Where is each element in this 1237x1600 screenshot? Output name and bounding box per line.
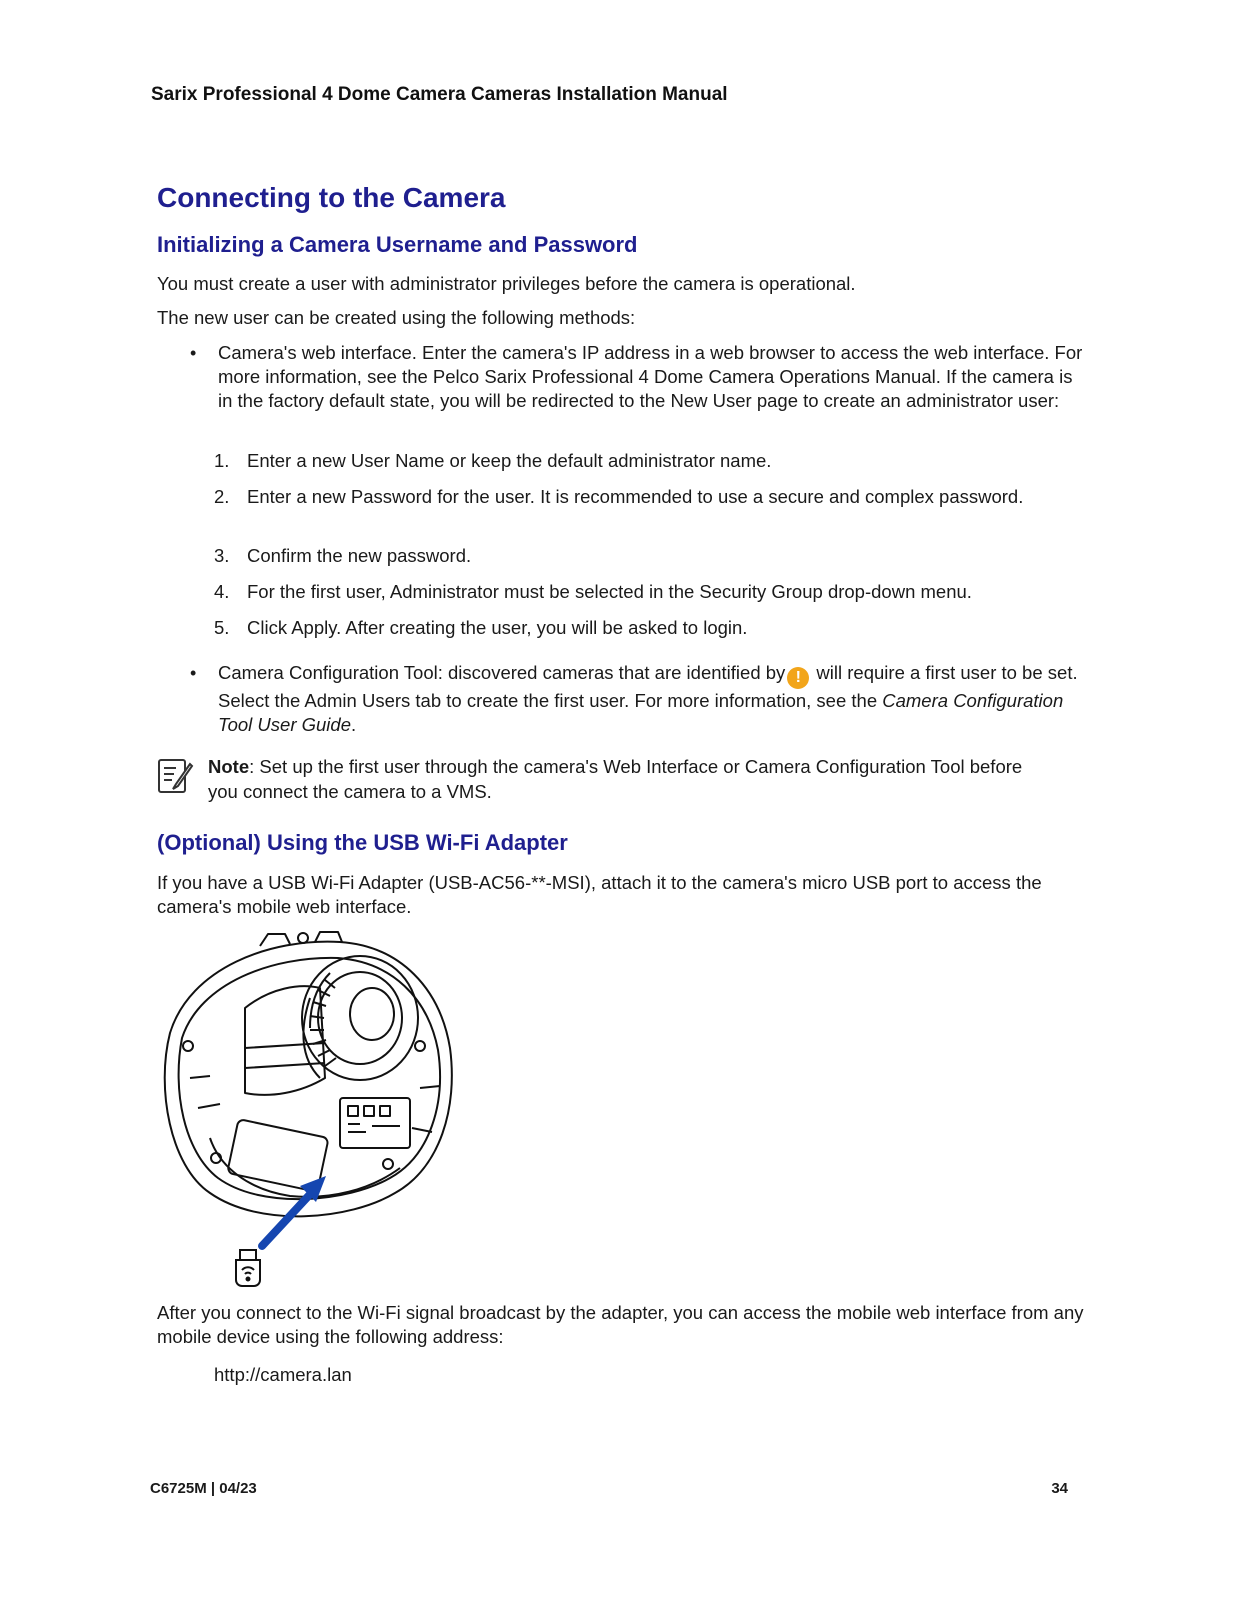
step-number: 2. <box>214 486 230 507</box>
subsection-title-initializing: Initializing a Camera Username and Password <box>157 232 638 257</box>
bullet-config-tool-text-start: Camera Configuration Tool: discovered cameras that are identified by <box>218 662 786 683</box>
paragraph-methods: The new user can be created using the following methods: <box>157 307 636 328</box>
step-item <box>214 544 1074 568</box>
guide-title: Camera Configuration Tool User Guide <box>218 690 1064 735</box>
bullet-config-tool-text <box>218 661 1090 737</box>
step-item <box>214 485 1074 509</box>
step-item <box>214 449 1074 473</box>
step-item <box>214 580 1074 604</box>
note-label: Note <box>208 756 250 777</box>
note-text: : Set up the first user through the camera's Web Interface or Camera Configuration Tool before you connect the camera to a VMS. <box>208 756 1023 802</box>
footer-doc-id: C6725M | 04/23 <box>150 1480 257 1497</box>
running-header: Sarix Professional 4 Dome Camera Cameras Installation Manual <box>151 84 728 105</box>
step-text: Click Apply. After creating the user, you will be asked to login. <box>247 617 748 638</box>
bullet-marker: • <box>190 343 197 363</box>
usb-wifi-icon <box>236 1250 260 1286</box>
bullet-config-tool <box>190 661 1090 737</box>
note-callout <box>208 754 1038 804</box>
step-text: Enter a new Password for the user. It is recommended to use a secure and complex password. <box>247 486 1024 507</box>
warning-icon: ! <box>787 667 809 689</box>
bullet-config-tool-text-middle: will require a first user to be set. Select the Admin Users tab to create the first user. For more information, see the <box>218 662 1078 711</box>
step-number: 1. <box>214 450 230 471</box>
bullet-config-tool-text-end: . <box>351 714 357 735</box>
footer-page-number: 34 <box>1051 1480 1068 1497</box>
subsection-title-usb-wifi: (Optional) Using the USB Wi-Fi Adapter <box>157 830 568 855</box>
bullet-web-interface-text: Camera's web interface. Enter the camera's IP address in a web browser to access the web interface. For more information, see the Pelco Sarix Professional 4 Dome Camera Operations Manual. If the camera is in the factory default state, you will be redirected to the New User page to create an administrator user: <box>218 342 1083 411</box>
paragraph-admin-required: You must create a user with administrator privileges before the camera is operational. <box>157 273 856 294</box>
step-number: 5. <box>214 617 230 638</box>
step-text: Enter a new User Name or keep the default administrator name. <box>247 450 772 471</box>
paragraph-usb-adapter: If you have a USB Wi-Fi Adapter (USB-AC56-**-MSI), attach it to the camera's micro USB port to access the camera's mobile web interface. <box>157 872 1042 917</box>
camera-usb-diagram <box>150 928 470 1288</box>
mobile-url: http://camera.lan <box>214 1364 352 1385</box>
bullet-web-interface <box>190 341 1090 413</box>
step-number: 3. <box>214 545 230 566</box>
step-text: For the first user, Administrator must be selected in the Security Group drop-down menu. <box>247 581 972 602</box>
step-item <box>214 616 1074 640</box>
bullet-marker: • <box>190 663 197 683</box>
step-number: 4. <box>214 581 230 602</box>
note-pencil-icon <box>156 756 196 796</box>
section-title: Connecting to the Camera <box>157 182 506 213</box>
step-text: Confirm the new password. <box>247 545 472 566</box>
paragraph-mobile-access: After you connect to the Wi-Fi signal broadcast by the adapter, you can access the mobile web interface from any mobile device using the following address: <box>157 1302 1084 1347</box>
